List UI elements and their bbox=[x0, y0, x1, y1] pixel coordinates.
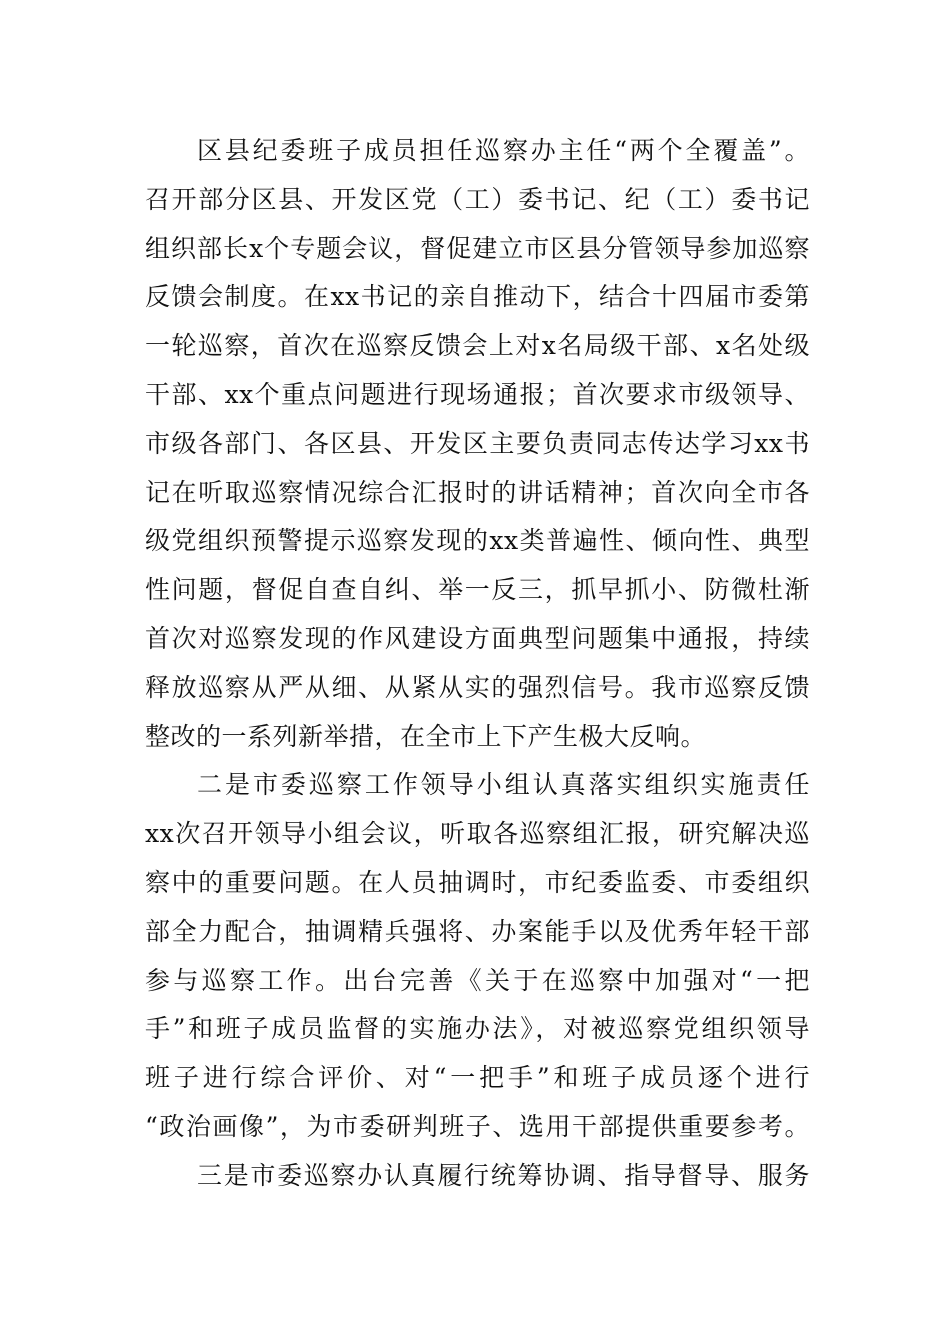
text-line: 记在听取巡察情况综合汇报时的讲话精神；首次向全市各 bbox=[145, 477, 810, 507]
text-line: 三是市委巡察办认真履行统筹协调、指导督导、服务 bbox=[197, 1160, 810, 1190]
text-line: 区县纪委班子成员担任巡察办主任“两个全覆盖”。 bbox=[197, 136, 810, 165]
text-line: 首次对巡察发现的作风建设方面典型问题集中通报，持续 bbox=[145, 623, 810, 653]
text-line: 反馈会制度。在xx书记的亲自推动下，结合十四届市委第 bbox=[145, 282, 810, 312]
text-line: 参与巡察工作。出台完善《关于在巡察中加强对“一把 bbox=[145, 965, 810, 995]
body-text bbox=[145, 127, 810, 1201]
text-line: 一轮巡察，首次在巡察反馈会上对x名局级干部、x名处级 bbox=[145, 331, 810, 361]
text-line: xx次召开领导小组会议，听取各巡察组汇报，研究解决巡 bbox=[145, 819, 810, 849]
text-line: 性问题，督促自查自纠、举一反三，抓早抓小、防微杜渐 bbox=[145, 575, 810, 605]
text-line: 组织部长x个专题会议，督促建立市区县分管领导参加巡察 bbox=[145, 233, 810, 263]
text-line: 释放巡察从严从细、从紧从实的强烈信号。我市巡察反馈 bbox=[145, 672, 810, 702]
text-line: 级党组织预警提示巡察发现的xx类普遍性、倾向性、典型 bbox=[145, 526, 810, 556]
text-line: 察中的重要问题。在人员抽调时，市纪委监委、市委组织 bbox=[145, 867, 810, 897]
text-line: 二是市委巡察工作领导小组认真落实组织实施责任 bbox=[197, 770, 810, 800]
text-line: 部全力配合，抽调精兵强将、办案能手以及优秀年轻干部 bbox=[145, 916, 810, 946]
text-line: 市级各部门、各区县、开发区主要负责同志传达学习xx书 bbox=[145, 428, 810, 458]
text-line: 干部、xx个重点问题进行现场通报；首次要求市级领导、 bbox=[145, 379, 810, 409]
text-line: 手”和班子成员监督的实施办法》，对被巡察党组织领导 bbox=[145, 1014, 810, 1044]
text-line: 召开部分区县、开发区党（工）委书记、纪（工）委书记 bbox=[145, 184, 810, 214]
text-line: 整改的一系列新举措，在全市上下产生极大反响。 bbox=[145, 721, 707, 751]
text-line: 班子进行综合评价、对“一把手”和班子成员逐个进行 bbox=[145, 1063, 810, 1093]
text-line: “政治画像”，为市委研判班子、选用干部提供重要参考。 bbox=[145, 1111, 810, 1141]
